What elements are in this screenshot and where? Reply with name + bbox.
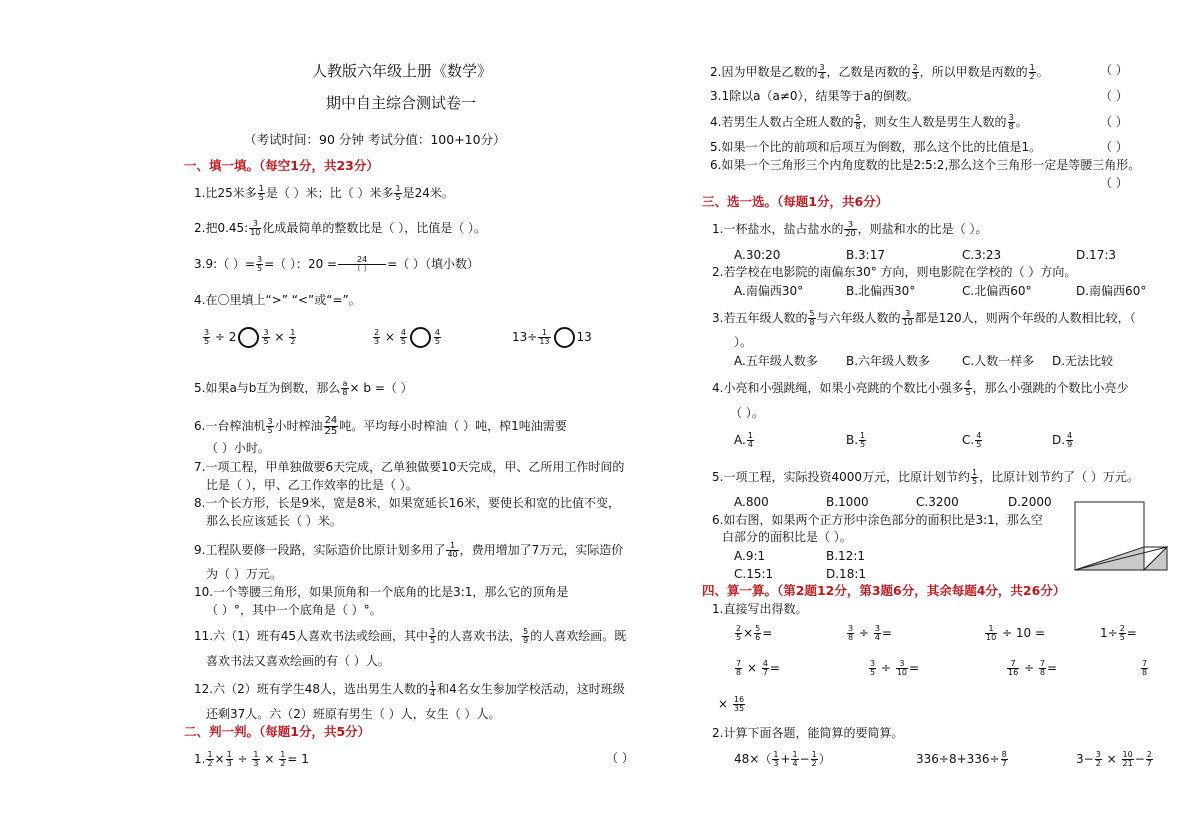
section-1-heading: 一、填一填。（每空1分，共23分）	[184, 158, 379, 173]
judge-1-answer[interactable]: （ ）	[606, 751, 634, 765]
choice-3-opt-a[interactable]: A.五年级人数多	[734, 354, 818, 368]
choice-1-opt-d[interactable]: D.17:3	[1076, 248, 1117, 262]
judge-6-answer[interactable]: （ ）	[1100, 176, 1128, 190]
q8-line2: 那么长应该延长（ ）米。	[206, 514, 342, 528]
expr-8-cont: × $\frac{16}{35}$	[718, 695, 745, 713]
choice-3-line2: ）。	[734, 335, 753, 349]
expr-8: $\frac{7}{8}$	[1142, 659, 1148, 677]
calc-2-expr-1: 48×（ $\frac{1}{3}$ + $\frac{1}{4}$ − $\frac{1}{2}$ ）	[734, 750, 831, 768]
q4: 4.在〇里填上“>” “<”或“=”。	[194, 293, 361, 307]
fraction: $\frac{1}{5}$	[395, 184, 401, 202]
q3: 3.9:（ ）= $\frac{3}{5}$ =（ ）：20 = 24 （ ） =（ ）（填小数）	[194, 255, 479, 273]
choice-4: 4.小亮和小强跳绳，如果小亮跳的个数比小强多 $\frac{4}{5}$ ，那么小强跳的个数比小亮少	[712, 379, 1129, 397]
choice-6-opt-d[interactable]: D.18:1	[826, 567, 867, 581]
judge-5-answer[interactable]: （ ）	[1100, 140, 1128, 154]
judge-4: 4.若男生人数占全班人数的 $\frac{5}{8}$ ，则女生人数是男生人数的 $\frac{3}{8}$ 。	[710, 113, 1028, 131]
choice-6: 6.如右图，如果两个正方形中涂色部分的面积比是3:1，那么空	[712, 513, 1043, 527]
compare-circle[interactable]	[410, 327, 431, 348]
q5: 5.如果a与b互为倒数，那么 $\frac{a}{8}$ × b =（ ）	[194, 379, 413, 397]
fraction: $\frac{3}{5}$	[257, 255, 263, 273]
choice-4-opt-a[interactable]: A. $\frac{1}{4}$	[734, 431, 753, 449]
page-subtitle: 期中自主综合测试卷一	[326, 94, 477, 112]
fraction: 24 （ ）	[338, 256, 386, 273]
judge-2-answer[interactable]: （ ）	[1100, 63, 1128, 77]
choice-3-opt-d[interactable]: D.无法比较	[1052, 354, 1114, 368]
q1: 1.比25米多 $\frac{1}{5}$ 是（ ）米；比（ ）米多 $\frac{1}{5}$ 是24米。	[194, 184, 454, 202]
section-3-heading: 三、选一选。（每题1分，共6分）	[702, 194, 889, 209]
q12-line2: 还剩37人。六（2）班原有男生（ ）人，女生（ ）人。	[206, 707, 501, 721]
calc-2-prompt: 2.计算下面各题，能简算的要简算。	[712, 726, 904, 740]
choice-2-opt-d[interactable]: D.南偏西60°	[1076, 284, 1147, 298]
expr-3: $\frac{1}{10}$ ÷ 10 =	[986, 624, 1046, 642]
choice-2: 2.若学校在电影院的南偏东30° 方向，则电影院在学校的（ ）方向。	[712, 265, 1077, 279]
judge-3: 3.1除以a（a≠0），结果等于a的倒数。	[710, 89, 919, 103]
calc-2-expr-2: 336÷8+336÷ $\frac{8}{7}$	[916, 750, 1007, 768]
judge-5: 5.如果一个比的前项和后项互为倒数，那么这个比的比值是1。	[710, 140, 1042, 154]
expr-4: 1÷ $\frac{2}{5}$ =	[1100, 624, 1137, 642]
q7-line2: 比是（ ），甲、乙工作效率的比是（ ）。	[206, 478, 418, 492]
choice-1-opt-a[interactable]: A.30:20	[734, 248, 781, 262]
choice-5-opt-b[interactable]: B.1000	[826, 495, 869, 509]
choice-2-opt-c[interactable]: C.北偏西60°	[962, 284, 1032, 298]
expr-2: $\frac{3}{8}$ ÷ $\frac{3}{4}$ =	[848, 624, 892, 642]
page-title: 人教版六年级上册《数学》	[312, 62, 493, 80]
q11: 11.六（1）班有45人喜欢书法或绘画，其中 $\frac{3}{5}$ 的人喜欢书法， $\frac{5}{9}$ 的人喜欢绘画。既	[194, 627, 627, 645]
choice-3-opt-b[interactable]: B.六年级人数多	[846, 354, 931, 368]
section-4-heading: 四、算一算。（第2题12分，第3题6分，其余每题4分，共26分）	[702, 583, 1066, 598]
fraction: $\frac{3}{10}$	[250, 219, 261, 237]
choice-2-opt-a[interactable]: A.南偏西30°	[734, 284, 804, 298]
choice-2-opt-b[interactable]: B.北偏西30°	[846, 284, 916, 298]
choice-4-line2: （ ）。	[730, 406, 764, 420]
q10: 10.一个等腰三角形，如果顶角和一个底角的比是3:1，那么它的顶角是	[194, 585, 569, 599]
compare-circle[interactable]	[238, 327, 259, 348]
expr-6: $\frac{3}{5}$ ÷ $\frac{3}{10}$ =	[870, 659, 920, 677]
choice-1: 1.一杯盐水，盐占盐水的 $\frac{3}{20}$ ，则盐和水的比是（ ）。	[712, 220, 988, 238]
choice-4-opt-b[interactable]: B. $\frac{1}{5}$	[846, 431, 866, 449]
expr-7: $\frac{7}{16}$ ÷ $\frac{7}{8}$ =	[1008, 659, 1058, 677]
choice-5-opt-c[interactable]: C.3200	[916, 495, 959, 509]
choice-6-opt-c[interactable]: C.15:1	[734, 567, 774, 581]
compare-3: 13÷ $\frac{1}{13}$ 13	[512, 328, 592, 346]
section-2-heading: 二、判一判。（每题1分，共5分）	[184, 724, 371, 739]
q7: 7.一项工程，甲单独做要6天完成，乙单独做要10天完成，甲、乙所用工作时间的	[194, 460, 625, 474]
judge-1: 1. $\frac{1}{2}$ × $\frac{1}{3}$ ÷ $\frac{1}{3}$ × $\frac{1}{2}$ = 1	[194, 750, 309, 768]
judge-4-answer[interactable]: （ ）	[1100, 115, 1128, 129]
calc-2-expr-3: 3− $\frac{3}{2}$ × $\frac{10}{21}$ − $\frac{2}{7}$	[1076, 750, 1152, 768]
expr-1: $\frac{2}{5}$ × $\frac{5}{6}$ =	[736, 624, 773, 642]
calc-1-prompt: 1.直接写出得数。	[712, 602, 808, 616]
q9-line2: 为（ ）万元。	[206, 567, 282, 581]
squares-figure	[1074, 500, 1172, 572]
choice-4-opt-d[interactable]: D. $\frac{4}{9}$	[1052, 431, 1073, 449]
choice-1-opt-b[interactable]: B.3:17	[846, 248, 885, 262]
exam-info: （考试时间：90 分钟 考试分值：100+10分）	[244, 132, 506, 147]
fraction: $\frac{1}{5}$	[258, 184, 264, 202]
choice-4-opt-c[interactable]: C. $\frac{4}{5}$	[962, 431, 982, 449]
choice-3-opt-c[interactable]: C.人数一样多	[962, 354, 1035, 368]
compare-1: $\frac{3}{5}$ ÷ 2 $\frac{3}{5}$ × $\frac{1}{2}$	[204, 328, 296, 346]
q8: 8.一个长方形，长是9米，宽是8米，如果宽延长16米，要使长和宽的比值不变，	[194, 496, 620, 510]
choice-5-opt-d[interactable]: D.2000	[1008, 495, 1052, 509]
compare-2: $\frac{2}{3}$ × $\frac{4}{5}$ $\frac{4}{5}$	[374, 328, 440, 346]
choice-1-opt-c[interactable]: C.3:23	[962, 248, 1002, 262]
choice-6-line2: 白部分的面积比是（ ）。	[722, 530, 852, 544]
choice-6-opt-b[interactable]: B.12:1	[826, 549, 865, 563]
q6-line2: （ ）小时。	[206, 441, 270, 455]
compare-circle[interactable]	[554, 327, 575, 348]
expr-5: $\frac{7}{8}$ × $\frac{4}{7}$ =	[736, 659, 780, 677]
q2: 2.把0.45: $\frac{3}{10}$ 化成最简单的整数比是（ ），比值是（ ）。	[194, 219, 487, 237]
q6: 6.一台榨油机 $\frac{3}{5}$ 小时榨油 $\frac{24}{25}$ 吨。平均每小时榨油（ ）吨，榨1吨油需要	[194, 415, 567, 437]
q9: 9.工程队要修一段路，实际造价比原计划多用了 $\frac{1}{40}$ ，费用增加了7万元，实际造价	[194, 541, 624, 559]
q11-line2: 喜欢书法又喜欢绘画的有（ ）人。	[206, 654, 390, 668]
q10-line2: （ ）°，其中一个底角是（ ）°。	[206, 603, 382, 617]
choice-5: 5.一项工程，实际投资4000万元，比原计划节约 $\frac{1}{5}$ ，比原计划节约了（ ）万元。	[712, 468, 1139, 486]
choice-5-opt-a[interactable]: A.800	[734, 495, 769, 509]
judge-3-answer[interactable]: （ ）	[1100, 89, 1128, 103]
judge-6: 6.如果一个三角形三个内角度数的比是2:5:2,那么这个三角形一定是等腰三角形。	[710, 158, 1141, 172]
choice-3: 3.若五年级人数的 $\frac{5}{8}$ 与六年级人数的 $\frac{3}{10}$ 都是120人，则两个年级的人数相比较，（	[712, 309, 1136, 327]
q12: 12.六（2）班有学生48人，选出男生人数的 $\frac{1}{4}$ 和4名女生参加学校活动，这时班级	[194, 680, 625, 698]
judge-2: 2.因为甲数是乙数的 $\frac{3}{4}$ ，乙数是丙数的 $\frac{2}{3}$ ，所以甲数是丙数的 $\frac{1}{2}$ 。	[710, 63, 1049, 81]
choice-6-opt-a[interactable]: A.9:1	[734, 549, 766, 563]
